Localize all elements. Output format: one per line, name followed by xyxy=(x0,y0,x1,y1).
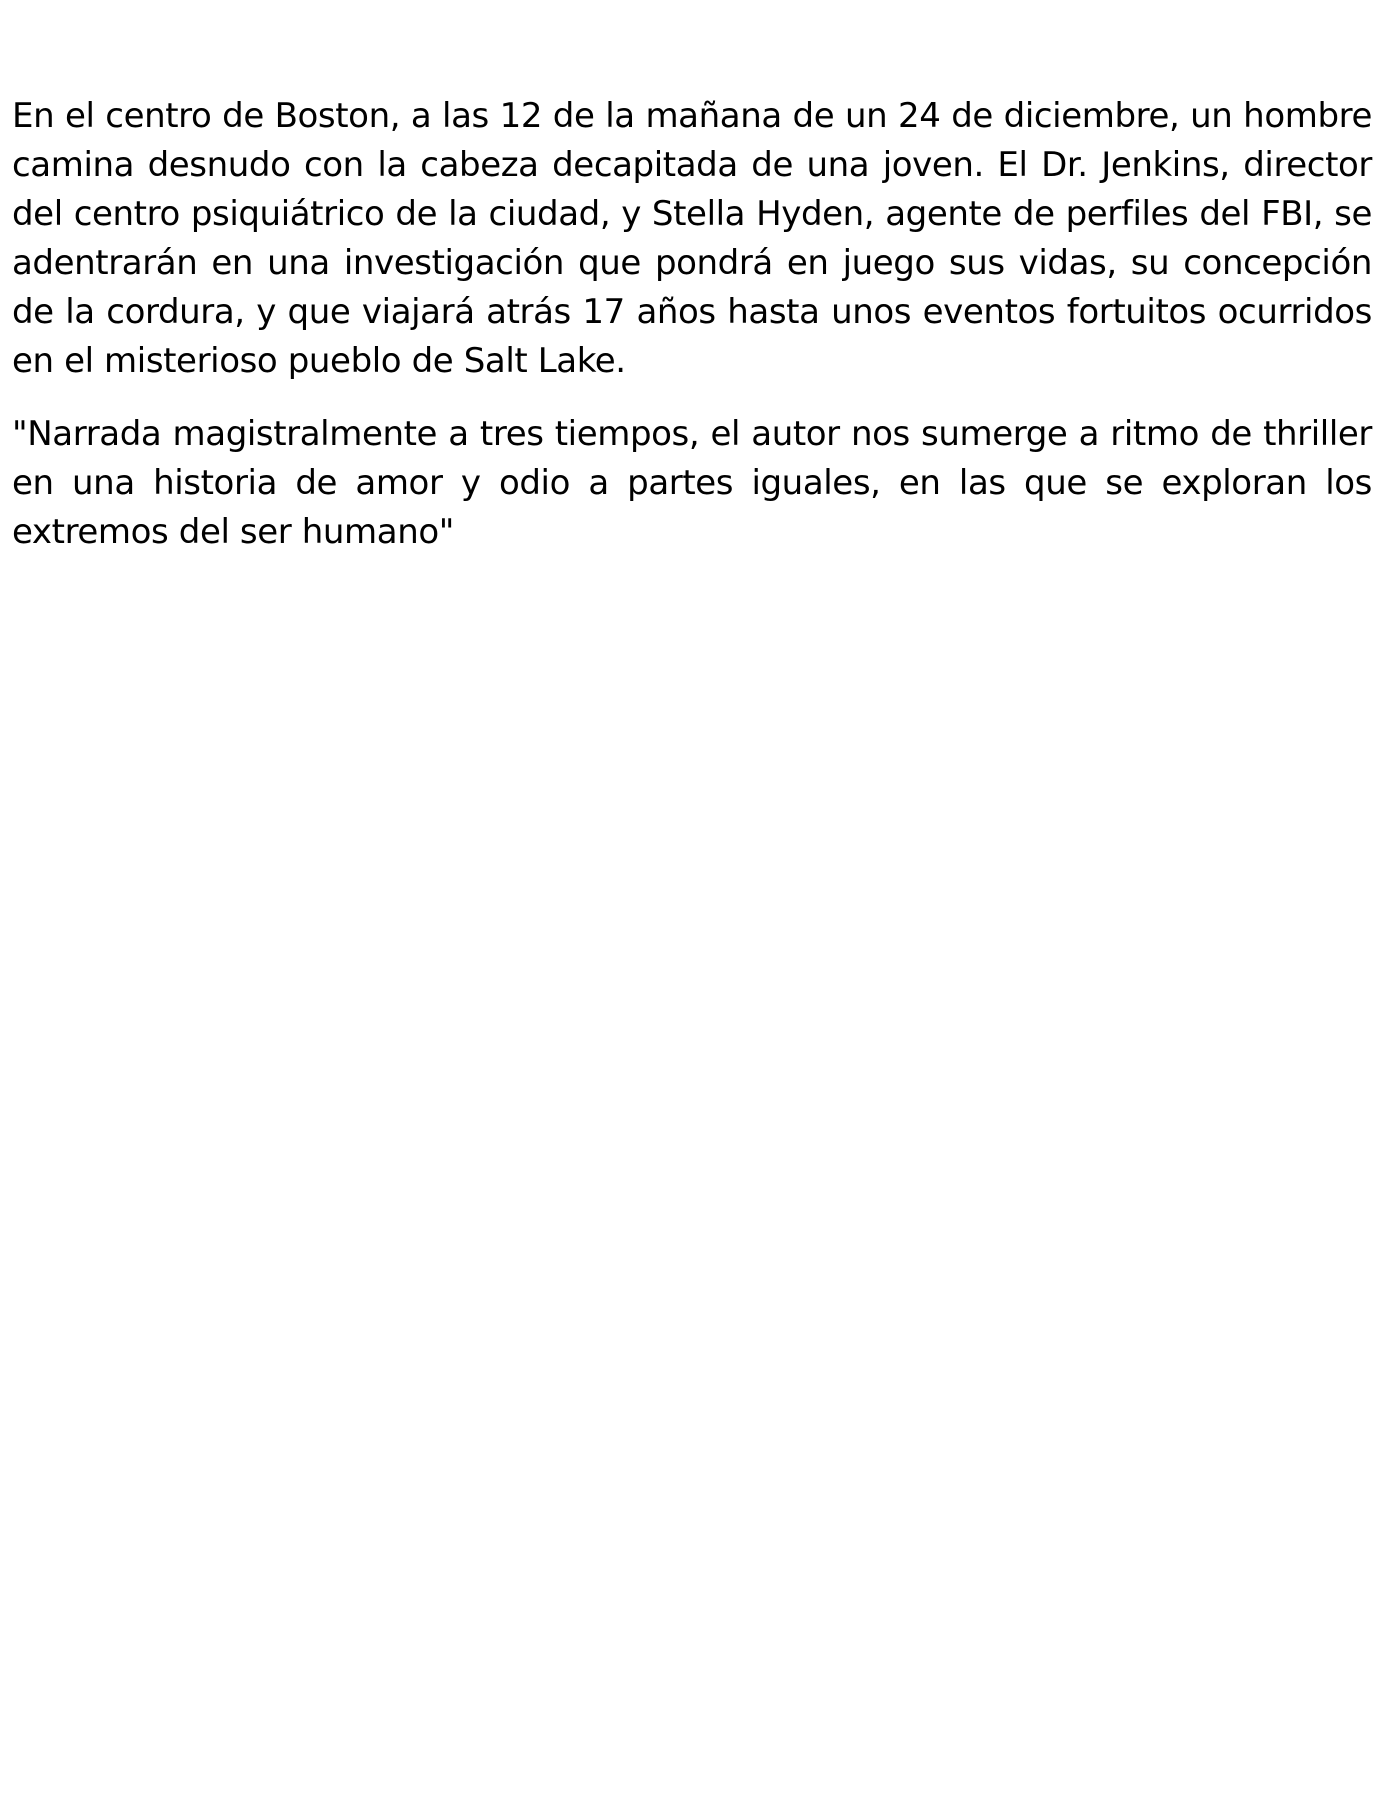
quote-paragraph: "Narrada magistralmente a tres tiempos, el autor nos sumerge a ritmo de thriller en una historia de amor y odio a partes iguales, en las que se exploran los extremos del ser humano" xyxy=(12,414,1372,552)
document-page xyxy=(12,92,1372,557)
synopsis-paragraph: En el centro de Boston, a las 12 de la mañana de un 24 de diciembre, un hombre camina desnudo con la cabeza decapitada de una joven. El Dr. Jenkins, director del centro psiquiátrico de la ciudad, y Stella Hyden, agente de perfiles del FBI, se adentrarán en una investigación que pondrá en juego sus vidas, su concepción de la cordura, y que viajará atrás 17 años hasta unos eventos fortuitos ocurridos en el misterioso pueblo de Salt Lake. xyxy=(12,96,1372,381)
